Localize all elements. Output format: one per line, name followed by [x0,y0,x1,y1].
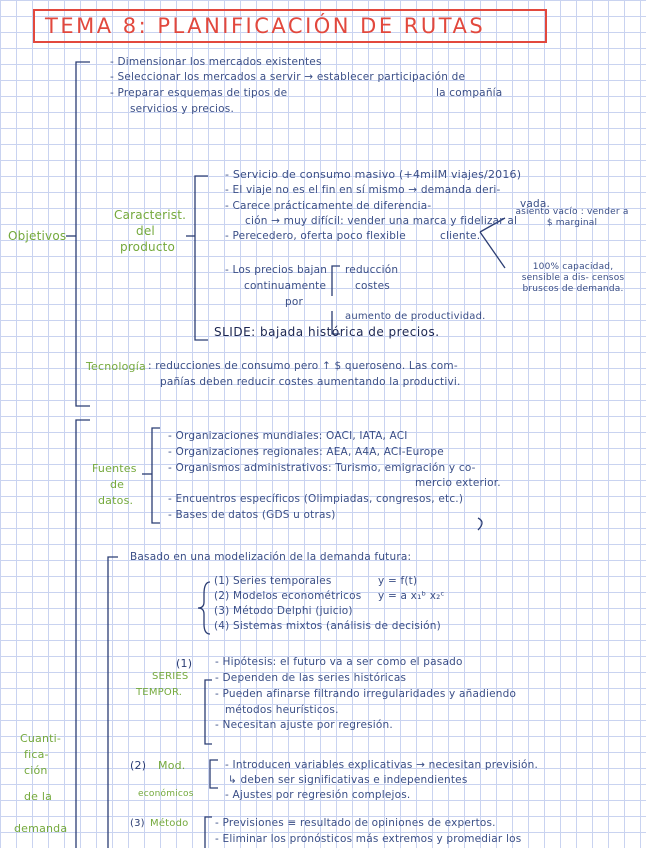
basado-text: Basado en una modelización de la demanda futura: [130,551,412,563]
caract-label-1: Caracterist. [114,208,187,222]
objetivo-item-3b: la compañía [436,87,503,99]
slide-note: SLIDE: bajada histórica de precios. [214,325,440,339]
mod-number: (2) [130,759,147,772]
delphi-item-1: - Previsiones ≡ resultado de opiniones de expertos. [215,817,496,829]
series-item-1: - Hipótesis: el futuro va a ser como el pasado [215,656,463,668]
caract-item-4: - Perecedero, oferta poco flexible [225,230,406,242]
mod-item-1: - Introducen variables explicativas → necesitan previsión. [225,759,539,771]
tecnologia-label: Tecnología [86,360,146,373]
caract-item-5: - Los precios bajan [225,264,328,276]
caract-item-costes: costes [355,280,390,292]
series-number: (1) [176,657,193,670]
fuente-item-2: - Organizaciones regionales: AEA, A4A, ACI-Europe [168,446,444,458]
cuant-label-5: demanda [14,822,68,835]
caract-note-asiento: asiento vacío : vender a $ marginal [515,207,629,228]
metodo-1: (1) Series temporales [214,575,332,587]
objetivo-item-1: - Dimensionar los mercados existentes [110,56,322,68]
tecnologia-line-2: pañías deben reducir costes aumentando la productivi. [160,376,461,388]
cuant-label-1: Cuanti- [20,732,62,745]
fuente-item-5: - Bases de datos (GDS u otras) [168,509,336,521]
mod-label-1: Mod. [158,759,186,772]
page-title: TEMA 8: PLANIFICACIÓN DE RUTAS [33,9,547,43]
metodo-2: (2) Modelos econométricos [214,590,362,602]
objetivo-item-3: - Preparar esquemas de tipos de [110,87,288,99]
series-item-2: - Dependen de las series históricas [215,672,407,684]
delphi-label: Método [150,818,189,829]
caract-item-3b: ción → muy difícil: vender una marca y fidelizar al [245,215,518,227]
mod-item-3: - Ajustes por regresión complejos. [225,789,411,801]
series-item-3: - Pueden afinarse filtrando irregularidades y añadiendo [215,688,517,700]
fuente-item-3: - Organismos administrativos: Turismo, emigración y co- [168,462,476,474]
metodo-2-formula: y = a x₁ᵇ x₂ᶜ [378,590,445,602]
caract-item-3: - Carece prácticamente de diferencia- [225,200,432,212]
objetivo-item-2: - Seleccionar los mercados a servir → establecer participación de [110,71,466,83]
fuente-item-4: - Encuentros específicos (Olimpiadas, congresos, etc.) [168,493,464,505]
tecnologia-line-1: : reducciones de consumo pero ↑ $ queroseno. Las com- [148,360,458,372]
cuant-label-3: ción [24,764,48,777]
metodo-4: (4) Sistemas mixtos (análisis de decisión) [214,620,441,632]
cuant-label-2: fica- [24,748,49,761]
caract-note-capacidad: 100% capacidad, sensible a dis- censos bruscos de demanda. [521,262,625,294]
mod-item-2: ↳ deben ser significativas e independientes [228,774,468,786]
fuentes-label-3: datos. [98,494,134,507]
caract-item-reduccion: reducción [345,264,399,276]
delphi-item-2: - Eliminar los pronósticos más extremos y promediar los [215,833,522,845]
caract-item-2b: vada. [520,198,551,210]
fuentes-label-2: de [110,478,125,491]
series-item-4: - Necesitan ajuste por regresión. [215,719,393,731]
caract-label-3: producto [120,240,176,254]
series-label-2: TEMPOR. [136,687,183,698]
fuentes-label-1: Fuentes [92,462,137,475]
metodo-3: (3) Método Delphi (juicio) [214,605,353,617]
caract-item-5b: continuamente [244,280,327,292]
caract-item-3c: cliente. [440,230,481,242]
fuente-item-1: - Organizaciones mundiales: OACI, IATA, ACI [168,430,408,442]
delphi-number: (3) [130,818,145,829]
series-item-3b: métodos heurísticos. [225,704,339,716]
cuant-label-4: de la [24,790,53,803]
caract-item-5c: por [285,296,304,308]
objetivo-item-4: servicios y precios. [130,103,234,115]
caract-item-1: - Servicio de consumo masivo (+4milM viajes/2016) [225,168,522,181]
mod-label-2: económicos [138,789,194,799]
objetivos-label: Objetivos [8,229,67,243]
metodo-1-formula: y = f(t) [378,575,418,587]
caract-label-2: del [136,224,155,238]
fuente-item-3b: mercio exterior. [415,477,501,489]
caract-item-productividad: aumento de productividad. [345,311,486,322]
series-label-1: SERIES [152,671,189,682]
caract-item-2: - El viaje no es el fin en sí mismo → demanda deri- [225,184,501,196]
